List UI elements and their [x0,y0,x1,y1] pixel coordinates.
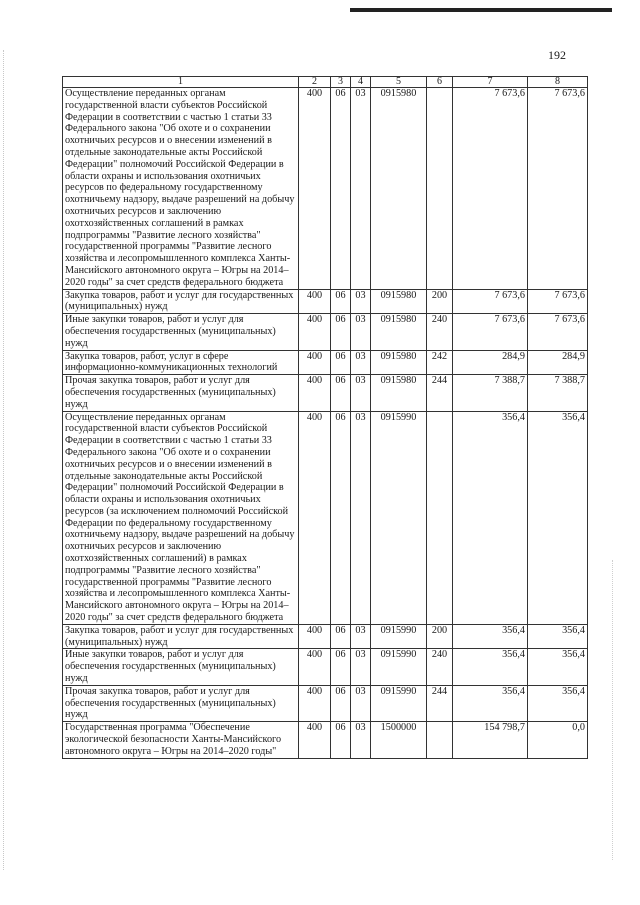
row-section: 06 [331,624,351,649]
row-amount-1: 356,4 [453,649,528,685]
table-row [63,350,588,375]
row-amount-2: 356,4 [528,624,588,649]
header-cell: 7 [453,77,528,88]
row-target-article: 0915980 [371,375,427,411]
row-admin-code: 400 [299,411,331,624]
row-admin-code: 400 [299,722,331,758]
row-target-article: 0915980 [371,350,427,375]
row-section: 06 [331,722,351,758]
row-expense-type: 240 [427,649,453,685]
row-amount-1: 7 673,6 [453,289,528,314]
row-subsection: 03 [351,624,371,649]
table-row [63,685,588,721]
header-cell: 4 [351,77,371,88]
header-row [63,77,588,88]
row-subsection: 03 [351,375,371,411]
row-expense-type: 200 [427,624,453,649]
row-amount-1: 7 673,6 [453,88,528,290]
row-admin-code: 400 [299,88,331,290]
row-section: 06 [331,350,351,375]
row-target-article: 0915990 [371,649,427,685]
row-amount-1: 154 798,7 [453,722,528,758]
row-expense-type: 244 [427,685,453,721]
row-target-article: 0915990 [371,624,427,649]
row-subsection: 03 [351,350,371,375]
row-amount-2: 356,4 [528,649,588,685]
row-amount-2: 7 673,6 [528,289,588,314]
row-admin-code: 400 [299,375,331,411]
row-name: Осуществление переданных органам государственной власти субъектов Российской Федерации в соответствии с частью 1 статьи 33 Федерального закона "Об охоте и о сохранении охотничьих ресурсов и о внесении изменений в отдельные законодательные акты Российской Федерации" полномочий Российской Федерации в области охраны и использования охотничьих ресурсов по федеральному государственному охотничьему надзору, выдаче разрешений на добычу охотничьих ресурсов и заключению охотхозяйственных соглашений в рамках подпрограммы "Развитие лесного хозяйства" государственной программы "Развитие лесного хозяйства и лесопромышленного комплекса Ханты-Мансийского автономного округа – Югры на 2014–2020 годы" за счет средств федерального бюджета [63,88,299,290]
budget-table [62,76,588,759]
scan-edge-left [3,50,6,870]
table-row [63,314,588,350]
row-section: 06 [331,685,351,721]
row-name: Иные закупки товаров, работ и услуг для обеспечения государственных (муниципальных) нужд [63,649,299,685]
row-section: 06 [331,88,351,290]
row-amount-2: 356,4 [528,685,588,721]
row-amount-1: 356,4 [453,411,528,624]
page-number: 192 [548,48,566,62]
table-row [63,624,588,649]
row-name: Закупка товаров, работ и услуг для государственных (муниципальных) нужд [63,289,299,314]
row-name: Прочая закупка товаров, работ и услуг для обеспечения государственных (муниципальных) нужд [63,375,299,411]
row-amount-1: 7 673,6 [453,314,528,350]
header-cell: 1 [63,77,299,88]
row-target-article: 1500000 [371,722,427,758]
row-subsection: 03 [351,685,371,721]
table-row [63,722,588,758]
row-target-article: 0915990 [371,411,427,624]
row-admin-code: 400 [299,314,331,350]
header-cell: 6 [427,77,453,88]
row-section: 06 [331,411,351,624]
row-amount-2: 284,9 [528,350,588,375]
row-amount-1: 7 388,7 [453,375,528,411]
row-name: Государственная программа "Обеспечение экологической безопасности Ханты-Мансийского автономного округа – Югры на 2014–2020 годы" [63,722,299,758]
row-section: 06 [331,649,351,685]
row-target-article: 0915980 [371,314,427,350]
row-subsection: 03 [351,88,371,290]
row-expense-type [427,722,453,758]
header-cell: 5 [371,77,427,88]
table-row [63,649,588,685]
row-subsection: 03 [351,649,371,685]
row-amount-1: 356,4 [453,624,528,649]
row-subsection: 03 [351,722,371,758]
row-subsection: 03 [351,314,371,350]
row-amount-2: 7 388,7 [528,375,588,411]
row-section: 06 [331,314,351,350]
row-expense-type [427,88,453,290]
row-expense-type: 242 [427,350,453,375]
header-cell: 8 [528,77,588,88]
row-amount-2: 7 673,6 [528,88,588,290]
row-target-article: 0915980 [371,289,427,314]
row-amount-1: 284,9 [453,350,528,375]
header-cell: 2 [299,77,331,88]
row-admin-code: 400 [299,685,331,721]
row-section: 06 [331,375,351,411]
table-row [63,375,588,411]
row-subsection: 03 [351,411,371,624]
row-expense-type: 240 [427,314,453,350]
row-name: Закупка товаров, работ, услуг в сфере информационно-коммуникационных технологий [63,350,299,375]
table-row [63,289,588,314]
row-expense-type: 200 [427,289,453,314]
row-admin-code: 400 [299,289,331,314]
row-section: 06 [331,289,351,314]
row-admin-code: 400 [299,350,331,375]
row-expense-type [427,411,453,624]
table-row [63,88,588,290]
top-rule [350,8,612,12]
scan-edge-right [612,560,614,860]
row-amount-2: 7 673,6 [528,314,588,350]
row-target-article: 0915990 [371,685,427,721]
row-name: Прочая закупка товаров, работ и услуг для обеспечения государственных (муниципальных) нужд [63,685,299,721]
table-row [63,411,588,624]
row-admin-code: 400 [299,649,331,685]
row-expense-type: 244 [427,375,453,411]
row-name: Закупка товаров, работ и услуг для государственных (муниципальных) нужд [63,624,299,649]
row-target-article: 0915980 [371,88,427,290]
row-amount-2: 0,0 [528,722,588,758]
row-amount-2: 356,4 [528,411,588,624]
row-amount-1: 356,4 [453,685,528,721]
header-cell: 3 [331,77,351,88]
row-admin-code: 400 [299,624,331,649]
row-name: Осуществление переданных органам государственной власти субъектов Российской Федерации в соответствии с частью 1 статьи 33 Федерального закона "Об охоте и о сохранении охотничьих ресурсов и о внесении изменений в отдельные законодательные акты Российской Федерации" полномочий Российской Федерации в области охраны и использования охотничьих ресурсов (за исключением полномочий Российской Федерации по федеральному государственному охотничьему надзору, выдаче разрешений на добычу охотничьих ресурсов и заключению охотхозяйственных соглашений) в рамках подпрограммы "Развитие лесного хозяйства" государственной программы "Развитие лесного хозяйства и лесопромышленного комплекса Ханты-Мансийского автономного округа – Югры на 2014–2020 годы" за счет средств федерального бюджета [63,411,299,624]
row-name: Иные закупки товаров, работ и услуг для обеспечения государственных (муниципальных) нужд [63,314,299,350]
row-subsection: 03 [351,289,371,314]
